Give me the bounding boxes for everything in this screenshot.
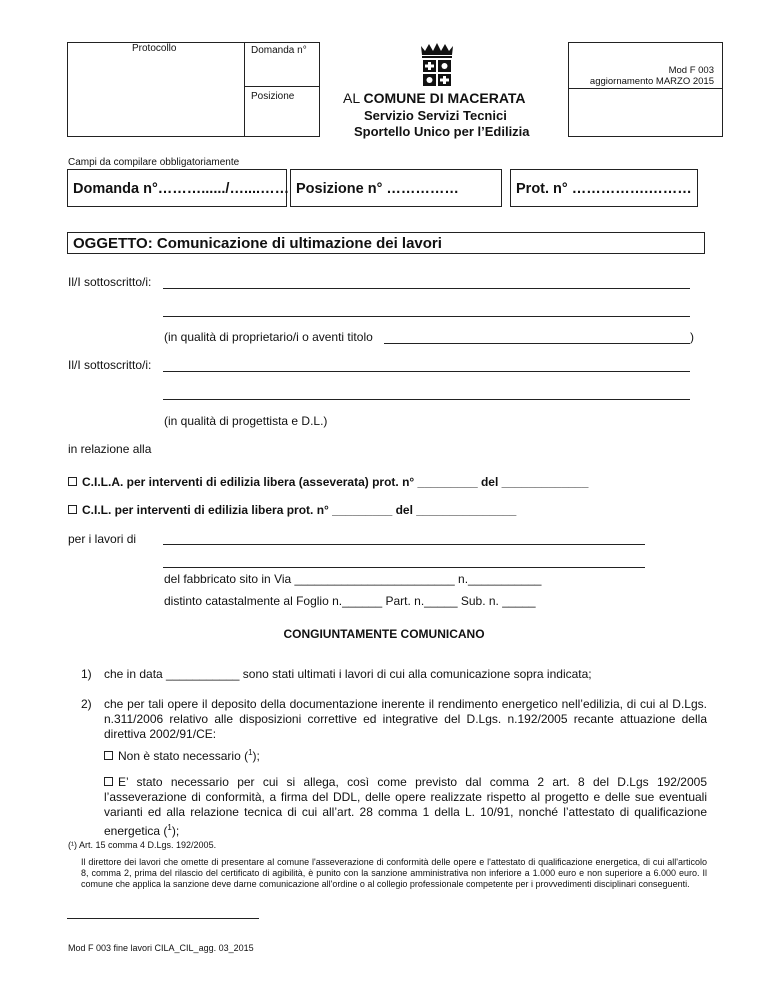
mod-divider xyxy=(569,88,722,89)
option-a-sup: 1 xyxy=(248,748,253,757)
fabbricato-text: del fabbricato sito in Via ________________________ n.___________ xyxy=(164,572,542,586)
cila-text: C.I.L.A. per interventi di edilizia libera (asseverata) prot. n° _________ del _____________ xyxy=(82,475,589,489)
item2-text: che per tali opere il deposito della documentazione inerente il rendimento energetico nell’edilizia, di cui al D.Lgs. n.311/2006 relativo alle disposizioni correttive ed integrative del D.Lgs. n.192/2005 recante attuazione della direttiva 2002/91/CE: xyxy=(104,697,707,741)
protocollo-divider xyxy=(244,42,245,137)
cil-text: C.I.L. per interventi di edilizia libera prot. n° _________ del _______________ xyxy=(82,503,517,517)
domanda-label: Domanda n° xyxy=(251,45,307,56)
domanda-box xyxy=(245,42,320,87)
option-b-end: ); xyxy=(171,824,180,838)
footnote-ref: (¹) Art. 15 comma 4 D.Lgs. 192/2005. xyxy=(68,840,217,850)
option-a-text: Non è stato necessario ( xyxy=(118,749,249,763)
al-label: AL xyxy=(343,90,360,106)
option-b-sup: 1 xyxy=(167,823,172,832)
oggetto-box xyxy=(67,232,705,254)
servizio-label: Servizio Servizi Tecnici xyxy=(364,108,507,123)
recipient-line1 xyxy=(343,90,526,106)
per-lavori-label: per i lavori di xyxy=(68,532,137,546)
sottoscritto1-line1[interactable] xyxy=(163,288,690,289)
protocollo-left-bar xyxy=(67,86,71,137)
posizione-label: Posizione xyxy=(251,91,295,102)
sottoscritto1-line2[interactable] xyxy=(163,316,690,317)
mod-left-bar xyxy=(565,86,569,137)
aggiornamento-label: aggiornamento MARZO 2015 xyxy=(589,76,714,87)
checkbox-icon[interactable] xyxy=(104,751,113,760)
domanda-field: Domanda n°………....../…....…… xyxy=(73,181,290,197)
sportello-label: Sportello Unico per l’Edilizia xyxy=(354,124,530,139)
comune-label: COMUNE DI MACERATA xyxy=(363,90,526,106)
oggetto-title: OGGETTO: Comunicazione di ultimazione dei lavori xyxy=(73,235,442,252)
domanda-field-box[interactable] xyxy=(67,169,290,207)
campi-note: Campi da compilare obbligatoriamente xyxy=(68,157,240,168)
item1-number: 1) xyxy=(81,667,92,681)
option-b-text: E’ stato necessario per cui si allega, così come previsto dal comma 2 art. 8 del D.Lgs 192/2005 l’asseverazione di conformità, a firma del DDL, delle opere realizzate rispetto al progetto e delle sue eventuali varianti ed alla relazione tecnica di cui all’art. 28 comma 1 della L. 10/91, nonché l’attestato di qualificazione energetica ( xyxy=(104,775,707,838)
cil-option[interactable] xyxy=(68,503,516,517)
prot-field: Prot. n° …………….……… xyxy=(516,181,692,197)
macerata-crest-icon xyxy=(417,42,457,90)
checkbox-icon[interactable] xyxy=(68,477,77,486)
qualita-proprietario-line[interactable] xyxy=(384,343,690,344)
option-a[interactable] xyxy=(104,748,260,763)
mod-label: Mod F 003 xyxy=(668,65,714,76)
option-a-end: ); xyxy=(252,749,260,763)
sottoscritto2-line2[interactable] xyxy=(163,399,690,400)
sottoscritto2-label: Il/I sottoscritto/i: xyxy=(68,358,152,372)
option-b[interactable] xyxy=(104,775,707,839)
footer-rule xyxy=(67,918,259,919)
posizione-field: Posizione n° …………… xyxy=(296,181,459,197)
comunicano-heading: CONGIUNTAMENTE COMUNICANO xyxy=(283,627,485,641)
item1-text: che in data ___________ sono stati ultimati i lavori di cui alla comunicazione sopra indicata; xyxy=(104,667,592,681)
cila-option[interactable] xyxy=(68,475,588,489)
lavori-line1[interactable] xyxy=(163,544,645,545)
checkbox-icon[interactable] xyxy=(104,777,113,786)
lavori-line2[interactable] xyxy=(163,567,645,568)
mod-box xyxy=(568,42,723,137)
in-relazione: in relazione alla xyxy=(68,442,152,456)
qualita-proprietario: (in qualità di proprietario/i o aventi titolo xyxy=(164,330,373,344)
posizione-field-box[interactable] xyxy=(290,169,502,207)
qualita-progettista: (in qualità di progettista e D.L.) xyxy=(164,414,328,428)
posizione-box xyxy=(245,86,320,137)
protocollo-box xyxy=(67,42,245,137)
close-paren: ) xyxy=(690,330,694,344)
sottoscritto2-line1[interactable] xyxy=(163,371,690,372)
prot-field-box[interactable] xyxy=(510,169,698,207)
item2-number: 2) xyxy=(81,697,92,711)
footnote-text: Il direttore dei lavori che omette di presentare al comune l'asseverazione di conformità delle opere e l'attestato di qualificazione energetica, di cui all'articolo 8, comma 2, prima del rilascio del certificato di agibilità, è punito con la sanzione amministrativa non inferiore a 1.000 euro e non superiore a 6.000 euro. Il comune che applica la sanzione deve darne comunicazione all'ordine o al collegio professionale competente per i provvedimenti disciplinari conseguenti. xyxy=(81,857,707,889)
page-footer: Mod F 003 fine lavori CILA_CIL_agg. 03_2015 xyxy=(68,943,254,953)
sottoscritto1-label: Il/I sottoscritto/i: xyxy=(68,275,152,289)
protocollo-label: Protocollo xyxy=(132,43,177,54)
checkbox-icon[interactable] xyxy=(68,505,77,514)
catasto-text: distinto catastalmente al Foglio n.______ Part. n._____ Sub. n. _____ xyxy=(164,594,536,608)
